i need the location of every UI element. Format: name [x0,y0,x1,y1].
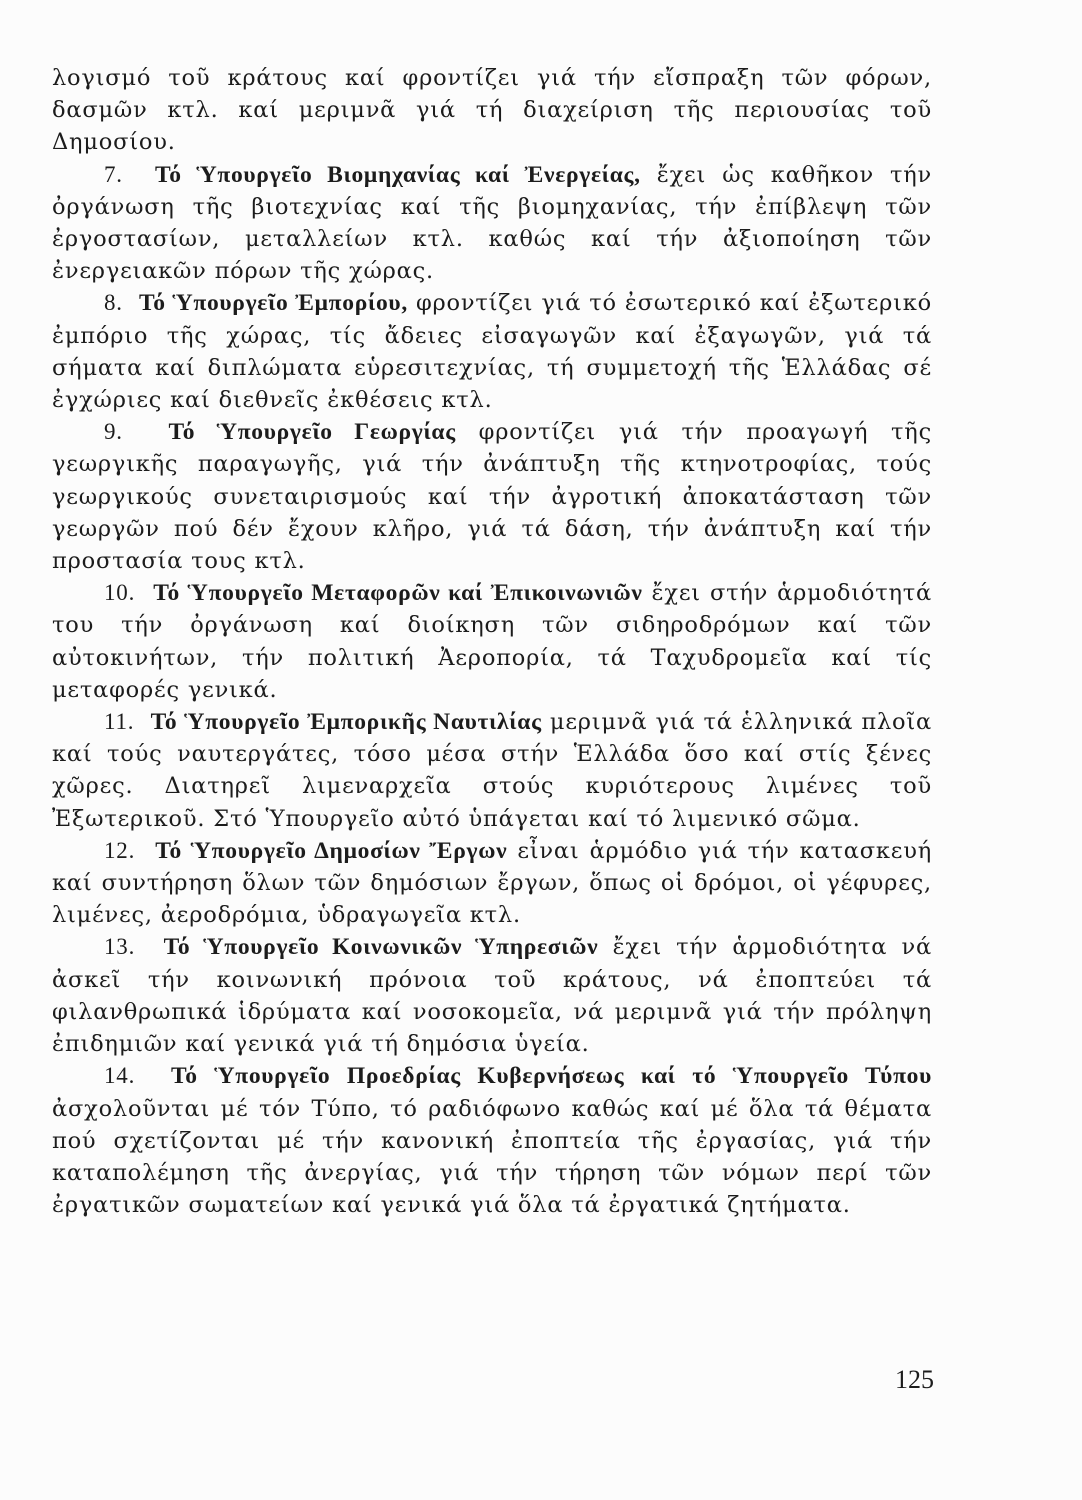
ministry-title: Τό Ὑπουργεῖο Ἐμπορικῆς Ναυτιλίας [150,709,542,736]
paragraph-number: 9. [104,419,123,445]
paragraph-12 [52,835,932,932]
ministry-title: Τό Ὑπουργεῖο Γεωργίας [168,419,456,446]
paragraph-text: μεριμνᾶ γιά τά ἑλληνικά πλοῖα καί τούς ναυτεργάτες, τόσο μέσα στήν Ἑλλάδα ὅσο καί στίς ξένες χῶρες. Διατηρεῖ λιμεναρχεῖα στούς κυριότερους λιμένες τοῦ Ἐξωτερικοῦ. Στό Ὑπουργεῖο αὐτό ὑπάγεται καί τό λιμενικό σῶμα. [52,709,932,832]
paragraph-number: 8. [104,290,123,316]
paragraph-10 [52,577,932,706]
ministry-title: Τό Ὑπουργεῖο Δημοσίων Ἔργων [155,837,508,864]
paragraph-14 [52,1060,932,1221]
paragraph-text: ἔχει στήν ἁρμοδιότητά του τήν ὀργάνωση καί διοίκηση τῶν σιδηροδρόμων καί τῶν αὐτοκινήτων, τήν πολιτική Ἀεροπορία, τά Ταχυδρομεῖα καί τίς μεταφορές γενικά. [52,580,933,703]
paragraph-11 [52,706,932,835]
paragraph-number: 13. [104,934,136,960]
paragraph-text: φροντίζει γιά τήν προαγωγή τῆς γεωργικῆς παραγωγῆς, γιά τήν ἀνάπτυξη τῆς κτηνοτροφίας, τούς γεωργικούς συνεταιρισμούς καί τήν ἀγροτική ἀποκατάσταση τῶν γεωργῶν πού δέν ἔχουν κλῆρο, γιά τά δάση, τήν ἀνάπτυξη καί τήν προστασία τους κτλ. [52,419,932,575]
ministry-title: Τό Ὑπουργεῖο Βιομηχανίας καί Ἐνεργείας, [154,161,641,188]
paragraph-number: 12. [104,837,136,863]
paragraph-13 [52,931,932,1060]
paragraph-text: ἔχει ὡς καθῆκον τήν ὀργάνωση τῆς βιοτεχνίας καί τῆς βιομηχανίας, τήν ἐπίβλεψη τῶν ἐργοστασίων, μεταλλείων κτλ. καθώς καί τήν ἀξιοποίηση τῶν ἐνεργειακῶν πόρων τῆς χώρας. [52,161,933,285]
paragraph-7 [52,159,932,288]
paragraph-9 [52,416,932,577]
paragraph-text: φροντίζει γιά τό ἐσωτερικό καί ἐξωτερικό ἐμπόριο τῆς χώρας, τίς ἄδειες εἰσαγωγῶν καί ἐξαγωγῶν, γιά τά σήματα καί διπλώματα εὑρεσιτεχνίας, τή συμμετοχή τῆς Ἑλλάδας σέ ἐγχώριες καί διεθνεῖς ἐκθέσεις κτλ. [52,290,932,414]
paragraph-8 [52,287,932,416]
ministry-title: Τό Ὑπουργεῖο Προεδρίας Κυβερνήσεως καί τό Ὑπουργεῖο Τύπου [170,1063,933,1090]
paragraph-number: 7. [104,161,123,187]
ministry-title: Τό Ὑπουργεῖο Μεταφορῶν καί Ἐπικοινωνιῶν [153,580,643,607]
ministry-title: Τό Ὑπουργεῖο Κοινωνικῶν Ὑπηρεσιῶν [163,934,599,961]
paragraph-number: 11. [104,709,135,735]
paragraph-text: ἔχει τήν ἁρμοδιότητα νά ἀσκεῖ τήν κοινωνική πρόνοια τοῦ κράτους, νά ἐποπτεύει τά φιλανθρωπικά ἱδρύματα καί νοσοκομεῖα, νά μεριμνᾶ γιά τήν πρόληψη ἐπιδημιῶν καί γενικά γιά τή δημόσια ὑγεία. [52,934,933,1058]
paragraph-number: 10. [104,580,136,606]
intro-paragraph: λογισμό τοῦ κράτους καί φροντίζει γιά τήν εἴσπραξη τῶν φόρων, δασμῶν κτλ. καί μεριμνᾶ γιά τή διαχείριση τῆς περιουσίας τοῦ Δημοσίου. [52,65,932,156]
paragraph-text: εἶναι ἁρμόδιο γιά τήν κατασκευή καί συντήρηση ὅλων τῶν δημόσιων ἔργων, ὅπως οἱ δρόμοι, οἱ γέφυρες, λιμένες, ἀεροδρόμια, ὑδραγωγεῖα κτλ. [52,837,933,929]
paragraph-text: ἀσχολοῦνται μέ τόν Τύπο, τό ραδιόφωνο καθώς καί μέ ὅλα τά θέματα πού σχετίζονται μέ τήν κανονική ἐποπτεία τῆς ἐργασίας, γιά τήν καταπολέμηση τῆς ἀνεργίας, γιά τήν τήρηση τῶν νόμων περί τῶν ἐργατικῶν σωματείων καί γενικά γιά ὅλα τά ἐργατικά ζητήματα. [52,1095,932,1219]
body-text [52,62,932,1221]
ministry-title: Τό Ὑπουργεῖο Ἐμπορίου, [138,290,408,317]
page-number: 125 [895,1365,934,1394]
paragraph-number: 14. [104,1063,136,1089]
